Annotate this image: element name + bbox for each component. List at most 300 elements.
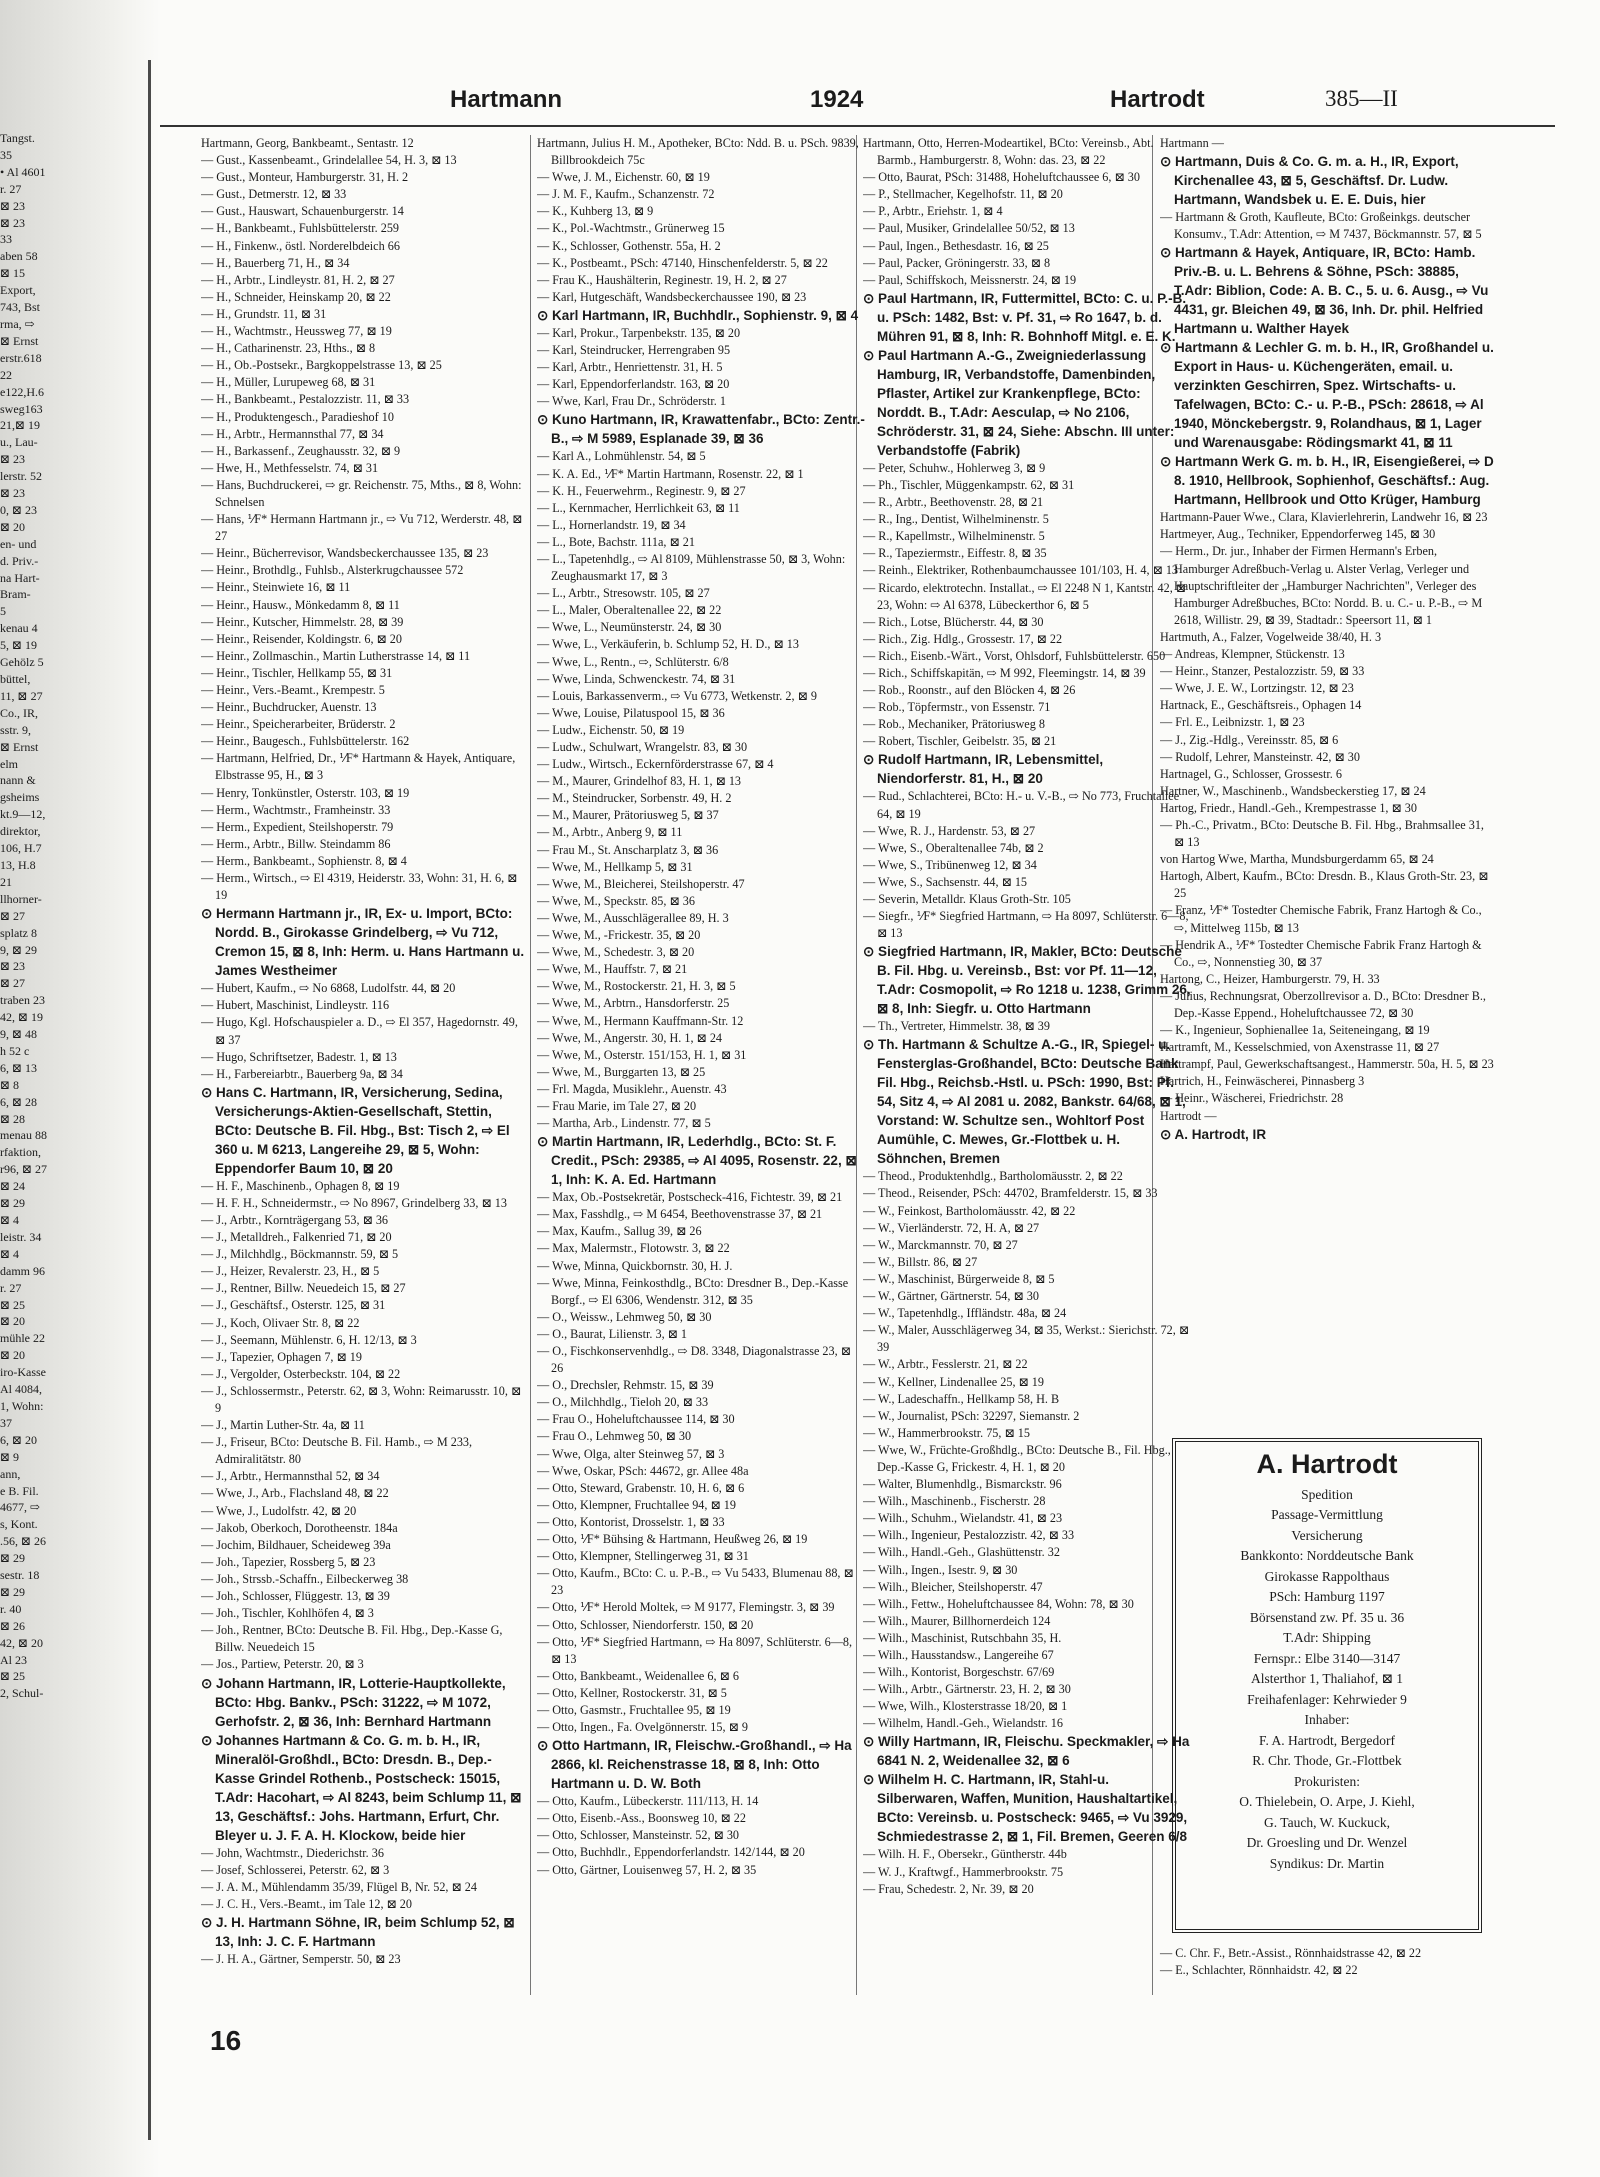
directory-entry: Hartong, C., Heizer, Hamburgerstr. 79, H. 33 — [1160, 971, 1380, 986]
header-year: 1924 — [810, 86, 864, 113]
previous-page-line: lerstr. 52 — [0, 469, 42, 484]
previous-page-line: 5, ⊠ 19 — [0, 638, 38, 653]
directory-entry: ⊙ Siegfried Hartmann, IR, Makler, BCto: Deutsche B. Fil. Hbg. u. Vereinsb., Bst: vor Pf. 11—12, T.Adr: Cosmopolit, ⇨ Ro 1218 u. 1238, Grimm 26, ⊠ 8, Inh: Siegfr. u. Otto Hartmann — [863, 944, 1191, 1017]
directory-entry: — Wwe, L., Rentn., ⇨, Schlüterstr. 6/8 — [537, 654, 729, 669]
directory-entry: — L., Hornerlandstr. 19, ⊠ 34 — [537, 517, 686, 532]
previous-page-line: rfaktion, — [0, 1145, 41, 1160]
directory-entry: — Wwe, S., Tribünenweg 12, ⊠ 34 — [863, 857, 1037, 872]
directory-entry: — Wwe, Oskar, PSch: 44672, gr. Allee 48a — [537, 1463, 749, 1478]
previous-page-line: mühle 22 — [0, 1331, 45, 1346]
previous-page-line: 6, ⊠ 13 — [0, 1060, 38, 1075]
directory-entry: — O., Fischkonservenhdlg., ⇨ D8. 3348, Diagonalstrasse 23, ⊠ 26 — [537, 1344, 851, 1376]
directory-entry: — Karl A., Lohmühlenstr. 54, ⊠ 5 — [537, 449, 706, 464]
directory-entry: — W., Arbtr., Fesslerstr. 21, ⊠ 22 — [863, 1357, 1028, 1372]
directory-entry: — Hugo, Schriftsetzer, Badestr. 1, ⊠ 13 — [201, 1049, 397, 1064]
directory-entry: — W., Ladeschaffn., Hellkamp 58, H. B — [863, 1391, 1060, 1406]
directory-entry: — Heinr., Zollmaschin., Martin Lutherstrasse 14, ⊠ 11 — [201, 648, 471, 663]
previous-page-line: kt.9—12, — [0, 807, 46, 822]
directory-entry: — Theod., Reisender, PSch: 44702, Bramfelderstr. 15, ⊠ 33 — [863, 1186, 1158, 1201]
directory-entry: — Otto, Kontorist, Drosselstr. 1, ⊠ 33 — [537, 1514, 725, 1529]
directory-entry: — Wwe, M., -Frickestr. 35, ⊠ 20 — [537, 928, 701, 943]
previous-page-line: r. 27 — [0, 1280, 22, 1295]
directory-entry: — Heinr., Vers.-Beamt., Krempestr. 5 — [201, 683, 385, 697]
directory-entry: — Wwe, Wilh., Klosterstrasse 18/20, ⊠ 1 — [863, 1699, 1068, 1714]
previous-page-line: Co., IR, — [0, 705, 39, 720]
footer-page-number: 16 — [210, 2025, 242, 2056]
directory-entry: — Otto, Bankbeamt., Weidenallee 6, ⊠ 6 — [537, 1668, 739, 1683]
previous-page-line: ⊠ 29 — [0, 1584, 26, 1599]
directory-entry: — Herm., Arbtr., Billw. Steindamm 86 — [201, 836, 391, 851]
directory-column-4 — [1160, 135, 1495, 1144]
directory-entry: ⊙ Martin Hartmann, IR, Lederhdlg., BCto: St. F. Credit., PSch: 29385, ⇨ Al 4095, Rosenstr. 22, ⊠ 1, Inh: K. A. Ed. Hartmann — [537, 1134, 857, 1188]
directory-entry: — Wwe, Minna, Feinkosthdlg., BCto: Dresdner B., Dep.-Kasse Borgf., ⇨ El 6306, Wendenstr. 312, ⊠ 35 — [537, 1275, 849, 1307]
directory-entry: — Wwe, R. J., Hardenstr. 53, ⊠ 27 — [863, 823, 1036, 838]
directory-entry: — Paul, Ingen., Bethesdastr. 16, ⊠ 25 — [863, 238, 1049, 253]
directory-entry: — H., Arbtr., Lindleystr. 81, H. 2, ⊠ 27 — [201, 272, 395, 287]
directory-entry: — Gust., Kassenbeamt., Grindelallee 54, H. 3, ⊠ 13 — [201, 153, 457, 168]
ad-line: O. Thielebein, O. Arpe, J. Kiehl, — [1239, 1794, 1415, 1809]
directory-entry: — Wwe, M., Hellkamp 5, ⊠ 31 — [537, 859, 693, 874]
directory-entry: — Wwe, Linda, Schwenckestr. 74, ⊠ 31 — [537, 671, 736, 686]
previous-page-line: na Hart- — [0, 570, 40, 585]
directory-entry: — Herm., Bankbeamt., Sophienstr. 8, ⊠ 4 — [201, 853, 407, 868]
previous-page-line: ⊠ 25 — [0, 1669, 26, 1684]
directory-entry: — W., Hammerbrookstr. 75, ⊠ 15 — [863, 1425, 1030, 1440]
directory-entry: — Wwe, J., Ludolfstr. 42, ⊠ 20 — [201, 1503, 357, 1518]
directory-entry: — L., Arbtr., Stresowstr. 105, ⊠ 27 — [537, 586, 710, 601]
directory-entry: — Frl. E., Leibnizstr. 1, ⊠ 23 — [1160, 715, 1305, 730]
previous-page-line: r. 27 — [0, 181, 22, 196]
directory-entry: — Wilh., Ingenieur, Pestalozzistr. 42, ⊠ 33 — [863, 1528, 1075, 1543]
ad-line: Börsenstand zw. Pf. 35 u. 36 — [1249, 1609, 1405, 1625]
previous-page-line: • Al 4601 — [0, 164, 46, 179]
directory-entry: — J., Vergolder, Osterbeckstr. 104, ⊠ 22 — [201, 1366, 401, 1381]
directory-entry: — Max, Malermstr., Flotowstr. 3, ⊠ 22 — [537, 1241, 730, 1256]
ad-line: Dr. Groesling und Dr. Wenzel — [1246, 1835, 1408, 1850]
directory-entry: — Otto, Steward, Grabenstr. 10, H. 6, ⊠ 6 — [537, 1480, 745, 1495]
directory-entry: — Wwe, L., Neumünsterstr. 24, ⊠ 30 — [537, 620, 722, 635]
directory-entry: — Wwe, M., Angerstr. 30, H. 1, ⊠ 24 — [537, 1030, 723, 1045]
directory-entry: — Peter, Schuhw., Hohlerweg 3, ⊠ 9 — [863, 460, 1046, 475]
directory-column-4-continued — [1160, 1945, 1495, 1979]
previous-page-line: 22 — [0, 367, 12, 382]
directory-entry: — W. J., Kraftwgf., Hammerbrookstr. 75 — [863, 1864, 1064, 1879]
directory-entry: — J., Martin Luther-Str. 4a, ⊠ 11 — [201, 1418, 365, 1433]
previous-page-line: Tangst. — [0, 131, 35, 145]
directory-entry: — Otto, Klempner, Stellingerweg 31, ⊠ 31 — [537, 1549, 749, 1564]
directory-entry: — Henry, Tonkünstler, Osterstr. 103, ⊠ 19 — [201, 785, 410, 800]
column-divider — [530, 135, 531, 1995]
directory-entry: — Hartmann & Groth, Kaufleute, BCto: Großeinkgs. deutscher Konsumv., T.Adr: Attention, ⇨ M 7437, Böckmannstr. 57, ⊠ 5 — [1160, 210, 1482, 242]
previous-page-line: e122,H.6 — [0, 384, 44, 399]
directory-entry: — Wilh., Kontorist, Borgeschstr. 67/69 — [863, 1665, 1055, 1680]
directory-entry: — Joh., Tapezier, Rossberg 5, ⊠ 23 — [201, 1554, 376, 1569]
directory-entry: — R., Tapeziermstr., Eiffestr. 8, ⊠ 35 — [863, 546, 1047, 561]
directory-entry: — Heinr., Stanzer, Pestalozzistr. 59, ⊠ 33 — [1160, 664, 1365, 679]
directory-entry: — H. F. H., Schneidermstr., ⇨ No 8967, Grindelberg 33, ⊠ 13 — [201, 1195, 507, 1210]
directory-entry: — Heinr., Speicherarbeiter, Brüderstr. 2 — [201, 717, 396, 732]
previous-page-line: elm — [0, 756, 18, 771]
directory-entry: — O., Milchhdlg., Tieloh 20, ⊠ 33 — [537, 1395, 709, 1410]
previous-page-line: traben 23 — [0, 993, 45, 1008]
directory-entry: — Herm., Wachtmstr., Framheinstr. 33 — [201, 802, 391, 817]
directory-entry: — Th., Vertreter, Himmelstr. 38, ⊠ 39 — [863, 1019, 1050, 1034]
directory-entry: — H., Barkassenf., Zeughausstr. 32, ⊠ 9 — [201, 443, 401, 458]
directory-entry: — Rob., Mechaniker, Prätoriusweg 8 — [863, 717, 1045, 732]
previous-page-line: u., Lau- — [0, 435, 38, 450]
directory-entry: Hartmann-Pauer Wwe., Clara, Klavierlehrerin, Landwehr 16, ⊠ 23 — [1160, 510, 1488, 525]
previous-page-line: sstr. 9, — [0, 722, 32, 737]
directory-entry: ⊙ Th. Hartmann & Schultze A.-G., IR, Spiegel- u. Fensterglas-Großhandel, BCto: Deutsche Bank Fil. Hbg., Reichsb.-Hstl. u. PSch: 1990, Bst: Pf. 54, Sitz 4, ⇨ Al 2081 u. 2082, Bankstr. 64/68, ⊠ 1, Vorstand: W. Schultze sen., Wohltorf Post Aumühle, C. Mewes, Gr.-Flottbek u. H. Söhnchen, Bremen — [863, 1037, 1186, 1167]
directory-entry: — Hugo, Kgl. Hofschauspieler a. D., ⇨ El 357, Hagedornstr. 49, ⊠ 37 — [201, 1015, 518, 1047]
previous-page-line: 6, ⊠ 28 — [0, 1094, 38, 1109]
previous-page-line: kenau 4 — [0, 621, 38, 636]
previous-page-line: rma, ⇨ — [0, 316, 35, 331]
previous-page-line: 11, ⊠ 27 — [0, 688, 43, 703]
directory-entry: — Hendrik A., ⅟F* Tostedter Chemische Fabrik Franz Hartogh & Co., ⇨, Nonnenstieg 30, ⊠ 37 — [1160, 937, 1482, 969]
directory-entry: Hartrich, H., Feinwäscherei, Pinnasberg 3 — [1160, 1074, 1365, 1089]
directory-entry: — Ricardo, elektrotechn. Installat., ⇨ El 2248 N 1, Kantstr. 42, ⊠ 23, Wohn: ⇨ Al 6378, Lübeckerthor 6, ⊠ 5 — [863, 580, 1187, 612]
directory-entry: — H., Catharinenstr. 23, Hths., ⊠ 8 — [201, 341, 376, 356]
directory-entry: — Rich., Lotse, Blücherstr. 44, ⊠ 30 — [863, 614, 1044, 629]
previous-page-line: ⊠ Ernst — [0, 739, 39, 754]
previous-page-line: nann & — [0, 773, 36, 788]
directory-entry: — Wwe, M., Rostockerstr. 21, H. 3, ⊠ 5 — [537, 979, 736, 994]
directory-entry: — Hans, ⅟F* Hermann Hartmann jr., ⇨ Vu 712, Werderstr. 48, ⊠ 27 — [201, 512, 523, 544]
previous-page-line: e B. Fil. — [0, 1483, 39, 1498]
directory-entry: — J. H. A., Gärtner, Semperstr. 50, ⊠ 23 — [201, 1951, 401, 1966]
previous-page-line: ⊠ 27 — [0, 908, 26, 923]
directory-entry: Hartogh, Albert, Kaufm., BCto: Dresdn. B., Klaus Groth-Str. 23, ⊠ 25 — [1160, 869, 1489, 901]
directory-entry: — W., Maschinist, Bürgerweide 8, ⊠ 5 — [863, 1271, 1055, 1286]
directory-entry: — M., Steindrucker, Sorbenstr. 49, H. 2 — [537, 791, 732, 806]
directory-entry: — K., Pol.-Wachtmstr., Grünerweg 15 — [537, 221, 725, 236]
previous-page-line: 42, ⊠ 19 — [0, 1010, 44, 1025]
directory-entry: — Rob., Roonstr., auf den Blöcken 4, ⊠ 26 — [863, 683, 1076, 698]
directory-entry: — Paul, Schiffskoch, Meissnerstr. 24, ⊠ 19 — [863, 272, 1077, 287]
directory-entry: — Wilh., Fettw., Hoheluftchaussee 84, Wohn: 78, ⊠ 30 — [863, 1596, 1134, 1611]
hartrodt-advertisement — [1172, 1438, 1482, 1933]
directory-entry: — Wwe, M., Hermann Kauffmann-Str. 12 — [537, 1013, 744, 1028]
directory-entry: — E., Schlachter, Rönnhaidstr. 42, ⊠ 22 — [1160, 1963, 1358, 1978]
directory-entry: Hartnagel, G., Schlosser, Grossestr. 6 — [1160, 766, 1342, 781]
previous-page-line: ⊠ 24 — [0, 1179, 26, 1194]
previous-page-line: r96, ⊠ 27 — [0, 1162, 48, 1177]
previous-page-fragment — [0, 130, 140, 2010]
previous-page-line: iro-Kasse — [0, 1365, 46, 1380]
directory-entry: — H., Finkenw., östl. Norderelbdeich 66 — [201, 238, 400, 253]
directory-entry: — Wwe, M., Speckstr. 85, ⊠ 36 — [537, 893, 695, 908]
directory-entry: — L., Tapetenhdlg., ⇨ Al 8109, Mühlenstrasse 50, ⊠ 3, Wohn: Zeughausmarkt 17, ⊠ 3 — [537, 551, 846, 584]
directory-entry: — K., Kuhberg 13, ⊠ 9 — [537, 204, 654, 219]
directory-entry: — J., Milchhdlg., Böckmannstr. 59, ⊠ 5 — [201, 1247, 399, 1262]
ad-line: Bankkonto: Norddeutsche Bank — [1240, 1548, 1414, 1563]
directory-entry: — W., Tapetenhdlg., Iffländstr. 48a, ⊠ 24 — [863, 1306, 1067, 1321]
directory-entry: — Heinr., Buchdrucker, Auenstr. 13 — [201, 700, 377, 715]
directory-entry: — Wilh., Maurer, Billhornerdeich 124 — [863, 1613, 1051, 1628]
directory-column-1 — [201, 135, 529, 1968]
directory-entry: — Wwe, Karl, Frau Dr., Schröderstr. 1 — [537, 394, 726, 409]
directory-entry: — Gust., Monteur, Hamburgerstr. 31, H. 2 — [201, 170, 409, 185]
directory-entry: ⊙ Otto Hartmann, IR, Fleischw.-Großhandl., ⇨ Ha 2866, kl. Reichenstrasse 18, ⊠ 8, Inh: Otto Hartmann u. D. W. Both — [537, 1738, 852, 1792]
directory-entry: Hartramft, M., Kesselschmied, von Axenstrasse 11, ⊠ 27 — [1160, 1040, 1440, 1055]
directory-entry: — Otto, Buchhdlr., Eppendorferlandstr. 142/144, ⊠ 20 — [537, 1845, 805, 1860]
directory-entry: — Jakob, Oberkoch, Dorotheenstr. 184a — [201, 1520, 398, 1535]
directory-entry: — Wwe, M., Bleicherei, Steilshoperstr. 47 — [537, 876, 745, 891]
previous-page-line: Gehölz 5 — [0, 655, 44, 670]
directory-entry: — K., Schlosser, Gothenstr. 55a, H. 2 — [537, 238, 721, 253]
directory-entry: — H., Bankbeamt., Fuhlsbüttelerstr. 259 — [201, 221, 400, 236]
previous-page-line: 33 — [0, 232, 12, 247]
directory-entry: — W., Maler, Ausschlägerweg 34, ⊠ 35, Werkst.: Sierichstr. 72, ⊠ 39 — [863, 1323, 1190, 1355]
directory-entry: — W., Journalist, PSch: 32297, Siemanstr. 2 — [863, 1408, 1080, 1423]
directory-entry: — Heinr., Kutscher, Himmelstr. 28, ⊠ 39 — [201, 614, 404, 629]
directory-entry: — Max, Kaufm., Sallug 39, ⊠ 26 — [537, 1224, 702, 1239]
previous-page-line: 9, ⊠ 29 — [0, 942, 38, 957]
directory-column-3 — [863, 135, 1191, 1898]
directory-entry: — Wilh., Handl.-Geh., Glashüttenstr. 32 — [863, 1545, 1060, 1560]
directory-entry: — C. Chr. F., Betr.-Assist., Rönnhaidstrasse 42, ⊠ 22 — [1160, 1946, 1422, 1960]
previous-page-line: 743, Bst — [0, 300, 41, 315]
directory-entry: — Wwe, Louise, Pilatuspool 15, ⊠ 36 — [537, 705, 725, 720]
directory-entry: — Otto, Gärtner, Louisenweg 57, H. 2, ⊠ 35 — [537, 1862, 757, 1877]
previous-page-line: s, Kont. — [0, 1517, 38, 1532]
directory-entry: — H., Wachtmstr., Heussweg 77, ⊠ 19 — [201, 324, 392, 339]
directory-entry: — Rud., Schlachterei, BCto: H.- u. V.-B., ⇨ No 773, Fruchtallee 64, ⊠ 19 — [863, 789, 1180, 821]
directory-entry: — Karl, Eppendorferlandstr. 163, ⊠ 20 — [537, 377, 730, 392]
directory-entry: — H. F., Maschinenb., Ophagen 8, ⊠ 19 — [201, 1178, 400, 1193]
directory-entry: — W., Vierländerstr. 72, H. A, ⊠ 27 — [863, 1220, 1040, 1235]
directory-entry: — J. M. F., Kaufm., Schanzenstr. 72 — [537, 187, 715, 202]
previous-page-line: 42, ⊠ 20 — [0, 1635, 44, 1650]
directory-entry: — Rob., Töpfermstr., von Essenstr. 71 — [863, 700, 1051, 715]
directory-entry: — Herm., Dr. jur., Inhaber der Firmen Hermann's Erben, Hamburger Adreßbuch-Verlag u. Alster Verlag, Verleger und Hauptschriftleiter der „Hamburger Nachrichten", Verleger des Hamburger Adreßbuches, BCto: Nordd. B. u. C.- u. P.-B., ⇨ M 2618, Willistr. 29, ⊠ 39, Stadtadr.: Speersort 11, ⊠ 1 — [1160, 544, 1483, 627]
ad-line: Fernspr.: Elbe 3140—3147 — [1253, 1650, 1401, 1666]
directory-entry: — Ludw., Wirtsch., Eckernförderstrasse 67, ⊠ 4 — [537, 757, 774, 772]
previous-page-line: 106, H.7 — [0, 841, 42, 856]
ad-line: Prokuristen: — [1294, 1773, 1360, 1789]
previous-page-line: erstr.618 — [0, 350, 42, 365]
directory-entry: Hartmeyer, Aug., Techniker, Eppendorferweg 145, ⊠ 30 — [1160, 527, 1436, 542]
directory-entry: — Otto, Klempner, Fruchtallee 94, ⊠ 19 — [537, 1497, 736, 1512]
previous-page-line: ⊠ 23 — [0, 198, 26, 213]
directory-entry: — Julius, Rechnungsrat, Oberzollrevisor a. D., BCto: Dresdner B., Dep.-Kasse Eppend., Hoheluftchaussee 72, ⊠ 30 — [1160, 988, 1486, 1020]
directory-entry: — Gust., Detmerstr. 12, ⊠ 33 — [201, 187, 347, 202]
directory-entry: — Walter, Blumenhdlg., Bismarckstr. 96 — [863, 1477, 1062, 1492]
directory-entry: — Otto, Baurat, PSch: 31488, Hoheluftchaussee 6, ⊠ 30 — [863, 170, 1140, 185]
previous-page-line: 4677, ⇨ — [0, 1500, 41, 1515]
directory-entry: — Wilh., Maschinist, Rutschbahn 35, H. — [863, 1630, 1062, 1645]
directory-entry: — M., Maurer, Prätoriusweg 5, ⊠ 37 — [537, 808, 719, 823]
directory-entry: Hartmann — — [1160, 136, 1224, 150]
directory-entry: ⊙ A. Hartrodt, IR — [1160, 1126, 1267, 1142]
previous-page-line: leistr. 34 — [0, 1229, 42, 1244]
directory-entry: — J., Heizer, Revalerstr. 23, H., ⊠ 5 — [201, 1264, 380, 1279]
directory-entry: — Wwe, M., Arbtrn., Hansdorferstr. 25 — [537, 996, 730, 1011]
directory-entry: — Frau O., Lehmweg 50, ⊠ 30 — [537, 1429, 692, 1444]
previous-page-line: d. Priv.- — [0, 553, 39, 568]
directory-entry: — K., Postbeamt., PSch: 47140, Hinschenfelderstr. 5, ⊠ 22 — [537, 255, 828, 270]
previous-page-line: ⊠ 20 — [0, 1348, 26, 1363]
previous-page-line: ⊠ 23 — [0, 215, 26, 230]
directory-entry: — Wwe, Olga, alter Steinweg 57, ⊠ 3 — [537, 1446, 725, 1461]
previous-page-line: ⊠ 23 — [0, 452, 26, 467]
directory-entry: ⊙ Paul Hartmann, IR, Futtermittel, BCto: C. u. P.-B. u. PSch: 1482, Bst: v. Pf. 31, ⇨ Ro 1647, b. d. Mühren 91, ⊠ 8, Inh: R. Bohnhoff Mitgl. e. E. K. — [863, 290, 1187, 344]
directory-entry: ⊙ J. H. Hartmann Söhne, IR, beim Schlump 52, ⊠ 13, Inh: J. C. F. Hartmann — [201, 1914, 515, 1949]
ad-line: Versicherung — [1291, 1527, 1363, 1543]
previous-page-line: 21 — [0, 874, 12, 889]
directory-entry: — Frau, Schedestr. 2, Nr. 39, ⊠ 20 — [863, 1881, 1034, 1896]
directory-entry: — Otto, Schlosser, Niendorferstr. 150, ⊠ 20 — [537, 1617, 754, 1632]
directory-entry: — Joh., Schlosser, Flüggestr. 13, ⊠ 39 — [201, 1589, 390, 1604]
directory-entry: ⊙ Hermann Hartmann jr., IR, Ex- u. Import, BCto: Nordd. B., Girokasse Grindelberg, ⇨ Vu 712, Cremon 15, ⊠ 8, Inh: Herm. u. Hans Hartmann u. James Westheimer — [201, 906, 525, 979]
directory-entry: — Joh., Strssb.-Schaffn., Eilbeckerweg 38 — [201, 1571, 409, 1586]
previous-page-line: 13, H.8 — [0, 857, 36, 872]
directory-entry: Hartmann, Julius H. M., Apotheker, BCto: Ndd. B. u. PSch. 9839, Billbrookdeich 75c — [537, 136, 859, 168]
directory-entry: ⊙ Wilhelm H. C. Hartmann, IR, Stahl-u. Silberwaren, Waffen, Munition, Haushaltartikel, BCto: Vereinsb. u. Postscheck: 9465, ⇨ Vu 3929, Schmiedestrasse 2, ⊠ 1, Fil. Bremen, Geeren 6/8 — [863, 1772, 1188, 1845]
previous-page-line: ⊠ 29 — [0, 1196, 26, 1211]
directory-entry: — W., Kellner, Lindenallee 25, ⊠ 19 — [863, 1374, 1044, 1389]
previous-page-line: 37 — [0, 1415, 12, 1430]
ad-line: Syndikus: Dr. Martin — [1269, 1855, 1385, 1871]
directory-entry: — Max, Ob.-Postsekretär, Postscheck-416, Fichtestr. 39, ⊠ 21 — [537, 1190, 843, 1205]
directory-entry: — Heinr., Tischler, Hellkamp 55, ⊠ 31 — [201, 665, 393, 680]
directory-entry: — Wilh., Bleicher, Steilshoperstr. 47 — [863, 1579, 1043, 1594]
directory-entry: Hartrampf, Paul, Gewerkschaftsangest., Hammerstr. 50a, H. 5, ⊠ 23 — [1160, 1057, 1494, 1072]
directory-entry: — Karl, Hutgeschäft, Wandsbeckerchaussee 190, ⊠ 23 — [537, 289, 807, 304]
previous-page-line: Bram- — [0, 587, 31, 602]
directory-entry: — Otto, Gasmstr., Fruchtallee 95, ⊠ 19 — [537, 1702, 731, 1717]
directory-entry: — Frau Marie, im Tale 27, ⊠ 20 — [537, 1098, 697, 1113]
directory-entry: — Theod., Produktenhdlg., Bartholomäusstr. 2, ⊠ 22 — [863, 1169, 1123, 1184]
directory-entry: — R., Kapellmstr., Wilhelminenstr. 5 — [863, 529, 1045, 544]
directory-entry: — H., Produktengesch., Paradieshof 10 — [201, 409, 394, 424]
directory-entry: Hartner, W., Maschinenb., Wandsbeckerstieg 17, ⊠ 24 — [1160, 783, 1426, 798]
directory-entry: — Otto, Kaufm., Lübeckerstr. 111/113, H. 14 — [537, 1794, 759, 1809]
directory-entry: — W., Gärtner, Gärtnerstr. 54, ⊠ 30 — [863, 1289, 1039, 1304]
previous-page-line: 35 — [0, 147, 12, 162]
directory-entry: — Martha, Arb., Lindenstr. 77, ⊠ 5 — [537, 1116, 711, 1131]
directory-entry: — Heinr., Wäscherei, Friedrichstr. 28 — [1160, 1091, 1344, 1106]
directory-entry: — Wwe, M., Osterstr. 151/153, H. 1, ⊠ 31 — [537, 1047, 747, 1062]
directory-entry: — Wwe, S., Sachsenstr. 44, ⊠ 15 — [863, 874, 1028, 889]
previous-page-line: 2, Schul- — [0, 1686, 44, 1701]
directory-entry: — Reinh., Elektriker, Rothenbaumchaussee 101/103, H. 4, ⊠ 13 — [863, 563, 1179, 578]
directory-entry: — Wwe, L., Verkäuferin, b. Schlump 52, H. D., ⊠ 13 — [537, 637, 799, 652]
directory-entry: — W., Feinkost, Bartholomäusstr. 42, ⊠ 22 — [863, 1203, 1076, 1218]
directory-entry: — Josef, Schlosserei, Peterstr. 62, ⊠ 3 — [201, 1862, 390, 1877]
directory-entry: — Wwe, W., Früchte-Großhdlg., BCto: Deutsche B., Fil. Hbg., Dep.-Kasse G, Frickestr. 4, H. 1, ⊠ 20 — [863, 1442, 1171, 1474]
directory-entry: — P., Arbtr., Eriehstr. 1, ⊠ 4 — [863, 204, 1003, 219]
directory-entry: — Otto, Schlosser, Mansteinstr. 52, ⊠ 30 — [537, 1828, 740, 1843]
previous-page-line: Al 4084, — [0, 1382, 42, 1397]
directory-entry: — Ph.-C., Privatm., BCto: Deutsche B. Fil. Hbg., Brahmsallee 31, ⊠ 13 — [1160, 817, 1484, 850]
directory-entry: — J., Arbtr., Hermannsthal 52, ⊠ 34 — [201, 1469, 380, 1484]
directory-entry: — Heinr., Reisender, Koldingstr. 6, ⊠ 20 — [201, 631, 402, 646]
directory-entry: — Wilhelm, Handl.-Geh., Wielandstr. 16 — [863, 1716, 1063, 1731]
previous-page-line: ⊠ 25 — [0, 1297, 26, 1312]
directory-entry: — J. C. H., Vers.-Beamt., im Tale 12, ⊠ 20 — [201, 1896, 412, 1911]
directory-entry: — H., Bauerberg 71, H., ⊠ 34 — [201, 255, 350, 270]
directory-entry: — K. H., Feuerwehrm., Reginestr. 9, ⊠ 27 — [537, 483, 746, 498]
directory-entry: — Rich., Zig. Hdlg., Grossestr. 17, ⊠ 22 — [863, 631, 1063, 646]
previous-page-line: 1, Wohn: — [0, 1398, 44, 1413]
previous-page-line: ⊠ 28 — [0, 1111, 26, 1126]
directory-entry: — J., Geschäftsf., Osterstr. 125, ⊠ 31 — [201, 1298, 386, 1313]
previous-page-line: ⊠ 29 — [0, 1551, 26, 1566]
directory-entry: ⊙ Willy Hartmann, IR, Fleischu. Speckmakler, ⇨ Ha 6841 N. 2, Weidenallee 32, ⊠ 6 — [863, 1734, 1190, 1769]
directory-entry: — Wwe, M., Burggarten 13, ⊠ 25 — [537, 1064, 706, 1079]
previous-page-line: ⊠ 4 — [0, 1246, 20, 1261]
ad-line: Freihafenlager: Kehrwieder 9 — [1247, 1691, 1407, 1707]
directory-entry: — H., Schneider, Heinskamp 20, ⊠ 22 — [201, 289, 391, 304]
directory-entry: — Gust., Hauswart, Schauenburgerstr. 14 — [201, 204, 404, 219]
directory-entry: — Rich., Schiffskapitän, ⇨ M 992, Fleemingstr. 14, ⊠ 39 — [863, 665, 1146, 680]
previous-page-line: ⊠ 20 — [0, 519, 26, 534]
directory-entry: — O., Weissw., Lehmweg 50, ⊠ 30 — [537, 1309, 712, 1324]
directory-entry: — Andreas, Klempner, Stückenstr. 13 — [1160, 647, 1345, 662]
previous-page-line: 21,⊠ 19 — [0, 418, 41, 433]
directory-entry: — Hwe, H., Methfesselstr. 74, ⊠ 31 — [201, 460, 379, 475]
directory-entry: Hartrodt — — [1160, 1108, 1217, 1123]
directory-entry: — H., Grundstr. 11, ⊠ 31 — [201, 306, 327, 321]
directory-entry: — L., Maler, Oberaltenallee 22, ⊠ 22 — [537, 603, 722, 618]
directory-entry: — Wwe, S., Oberaltenallee 74b, ⊠ 2 — [863, 840, 1044, 855]
directory-entry: ⊙ Kuno Hartmann, IR, Krawattenfabr., BCto: Zentr.-B., ⇨ M 5989, Esplanade 39, ⊠ 36 — [537, 412, 865, 447]
directory-entry: — H., Farbereiarbtr., Bauerberg 9a, ⊠ 34 — [201, 1066, 403, 1081]
previous-page-line: 5 — [0, 604, 6, 619]
ad-line: F. A. Hartrodt, Bergedorf — [1259, 1732, 1395, 1748]
directory-entry: — H., Arbtr., Hermannsthal 77, ⊠ 34 — [201, 426, 384, 441]
directory-entry: — M., Arbtr., Anberg 9, ⊠ 11 — [537, 825, 683, 840]
directory-entry: — L., Kernmacher, Herrlichkeit 63, ⊠ 11 — [537, 500, 740, 515]
directory-entry: — Max, Fasshdlg., ⇨ M 6454, Beethovenstrasse 37, ⊠ 21 — [537, 1207, 823, 1222]
directory-entry: — Karl, Arbtr., Henriettenstr. 31, H. 5 — [537, 360, 723, 375]
ad-line: Spedition — [1301, 1486, 1353, 1502]
directory-entry: ⊙ Paul Hartmann A.-G., Zweigniederlassung Hamburg, IR, Verbandstoffe, Damenbinden, Pflaster, Artikel zur Krankenpflege, BCto: Norddt. B., T.Adr: Aesculap, ⇨ No 2106, Schröderstr. 31, ⊠ 24, Siehe: Abschn. III unter: Verbandstoffe (Fabrik) — [863, 347, 1175, 458]
directory-entry: ⊙ Johann Hartmann, IR, Lotterie-Hauptkollekte, BCto: Hbg. Bankv., PSch: 31222, ⇨ M 1072, Gerhofstr. 2, ⊠ 36, Inh: Bernhard Hartmann — [201, 1675, 506, 1729]
directory-entry: — J., Koch, Olivaer Str. 8, ⊠ 22 — [201, 1315, 360, 1330]
directory-entry: — Jochim, Bildhauer, Scheideweg 39a — [201, 1537, 391, 1552]
previous-page-line: ⊠ 8 — [0, 1077, 20, 1092]
directory-entry: — Heinr., Steinwiete 16, ⊠ 11 — [201, 580, 351, 595]
directory-entry: — Ph., Tischler, Müggenkampstr. 62, ⊠ 31 — [863, 477, 1075, 492]
previous-page-line: sweg163 — [0, 401, 43, 416]
directory-entry: — Hubert, Maschinist, Lindleystr. 116 — [201, 998, 390, 1013]
directory-entry: — Otto, ⅟F* Siegfried Hartmann, ⇨ Ha 8097, Schlüterstr. 6—8, ⊠ 13 — [537, 1634, 853, 1666]
previous-page-line: menau 88 — [0, 1128, 47, 1143]
directory-entry: — Frau M., St. Anscharplatz 3, ⊠ 36 — [537, 842, 719, 857]
page-gutter — [148, 60, 151, 2140]
directory-entry: — Herm., Wirtsch., ⇨ El 4319, Heiderstr. 33, Wohn: 31, H. 6, ⊠ 19 — [201, 871, 518, 903]
directory-entry: — Heinr., Brothdlg., Fuhlsb., Alsterkrugchaussee 572 — [201, 563, 464, 578]
previous-page-line: Al 23 — [0, 1652, 27, 1667]
directory-entry: — Wwe, M., Schedestr. 3, ⊠ 20 — [537, 945, 695, 960]
directory-entry: — Joh., Tischler, Kohlhöfen 4, ⊠ 3 — [201, 1606, 374, 1621]
directory-entry: — Hans, Buchdruckerei, ⇨ gr. Reichenstr. 75, Mths., ⊠ 8, Wohn: Schnelsen — [201, 477, 522, 509]
directory-entry: — J., Tapezier, Ophagen 7, ⊠ 19 — [201, 1349, 362, 1364]
directory-entry: — Otto, Kellner, Rostockerstr. 31, ⊠ 5 — [537, 1685, 727, 1700]
directory-entry: — K., Ingenieur, Sophienallee 1a, Seiteneingang, ⊠ 19 — [1160, 1023, 1430, 1038]
header-page-number: 385—II — [1325, 86, 1398, 111]
directory-entry: — John, Wachtmstr., Diederichstr. 36 — [201, 1845, 384, 1860]
previous-page-line: llhorner- — [0, 891, 42, 906]
directory-entry: von Hartog Wwe, Martha, Mundsburgerdamm 65, ⊠ 24 — [1160, 852, 1434, 867]
directory-entry: Hartmuth, A., Falzer, Vogelweide 38/40, H. 3 — [1160, 629, 1382, 644]
directory-entry: — Otto, ⅟F* Bühsing & Hartmann, Heußweg 26, ⊠ 19 — [537, 1532, 808, 1547]
directory-entry: — Heinr., Baugesch., Fuhlsbüttelerstr. 162 — [201, 734, 410, 749]
directory-entry: — Wwe, M., Ausschlägerallee 89, H. 3 — [537, 910, 729, 925]
